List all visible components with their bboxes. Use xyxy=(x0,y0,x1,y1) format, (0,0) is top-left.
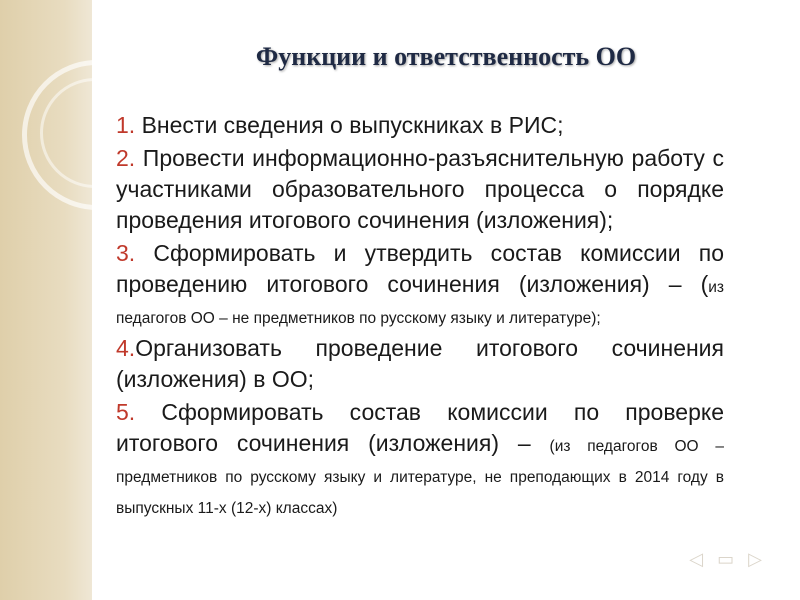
list-item xyxy=(116,333,724,395)
next-arrow-icon[interactable]: ▷ xyxy=(748,549,762,569)
item-number: 1. xyxy=(116,112,136,138)
item-number: 5. xyxy=(116,399,136,425)
item-text: Сформировать и утвердить состав комиссии по проведению итогового сочинения (изложения) – ( xyxy=(116,240,724,297)
item-number: 2. xyxy=(116,145,136,171)
slide-nav xyxy=(689,549,762,570)
slide-title: Функции и ответственность ОО xyxy=(255,42,637,71)
function-list xyxy=(116,110,724,523)
list-item xyxy=(116,143,724,236)
item-note: из педагогов ОО – не предметников по русскому языку и литературе); xyxy=(116,279,724,327)
item-number: 4. xyxy=(116,335,136,361)
item-note: (из педагогов ОО – предметников по русскому языку и литературе, не преподающих в 2014 году в выпускных 11-х (12-х) классах) xyxy=(116,438,724,517)
item-text: Организовать проведение итогового сочинения (изложения) в ОО; xyxy=(116,335,724,392)
item-text: Провести информационно-разъяснительную работу с участниками образовательного процесса о порядке проведения итогового сочинения (изложения); xyxy=(116,145,724,233)
decorative-side-band xyxy=(0,0,92,600)
list-item xyxy=(116,397,724,521)
prev-arrow-icon[interactable]: ◁ xyxy=(689,549,704,569)
item-text: Внести сведения о выпускниках в РИС; xyxy=(135,112,564,138)
item-text: Сформировать состав комиссии по проверке итогового сочинения (изложения) – xyxy=(116,399,724,456)
list-item xyxy=(116,110,724,141)
item-number: 3. xyxy=(116,240,136,266)
list-item xyxy=(116,238,724,331)
menu-icon[interactable]: ▭ xyxy=(717,549,735,569)
